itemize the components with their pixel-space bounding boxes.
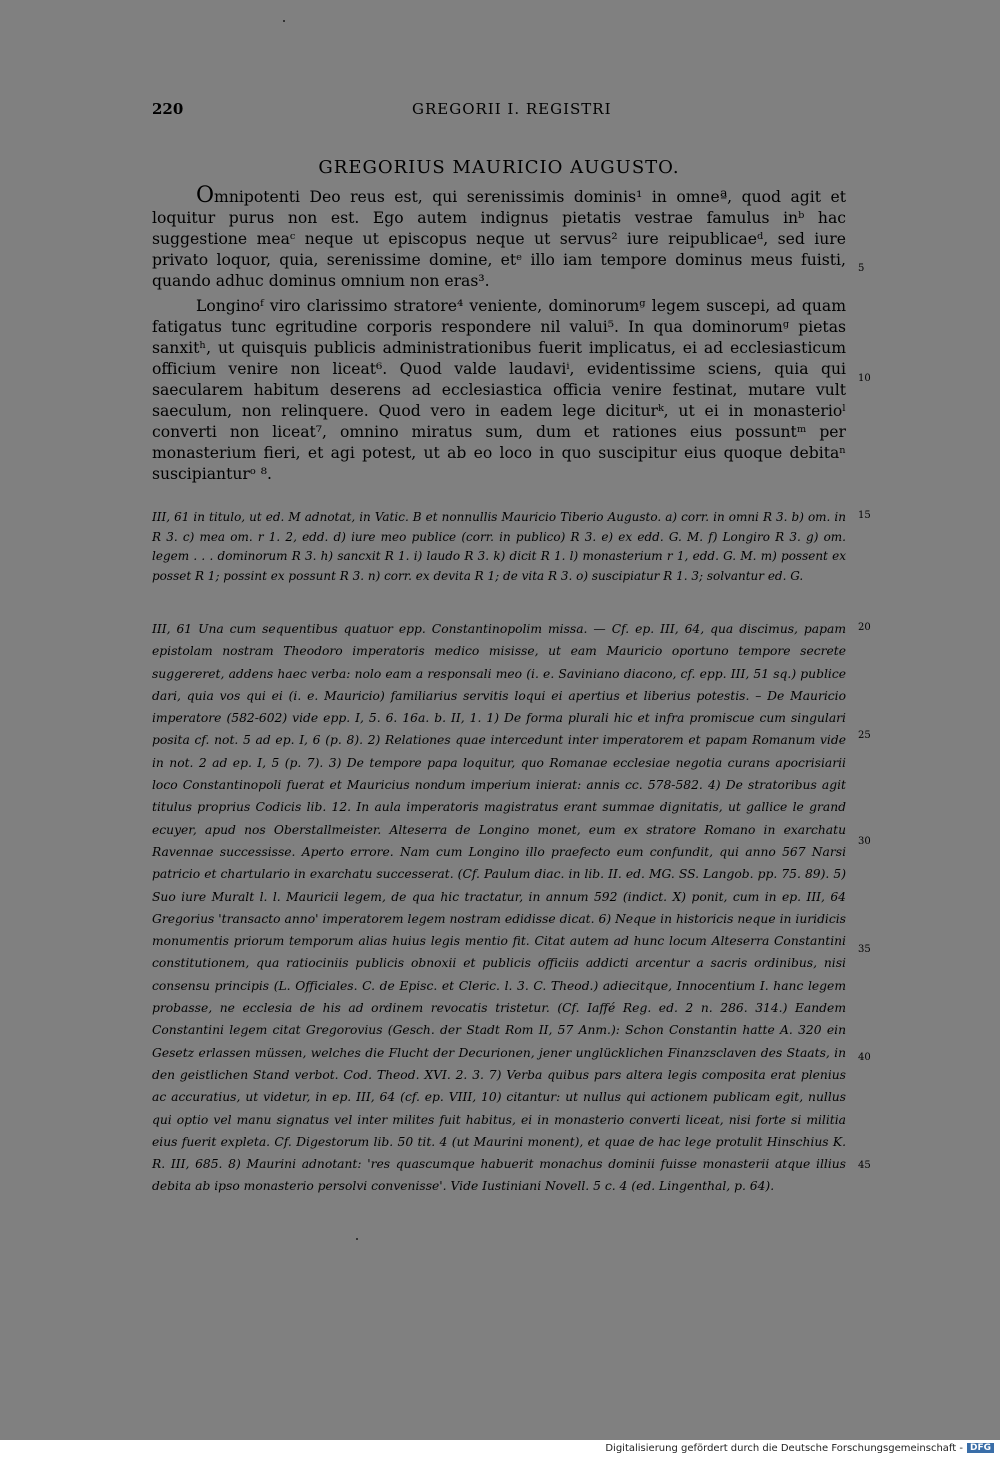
dfg-logo-icon: DFG <box>967 1443 994 1453</box>
line-number: 15 <box>858 510 871 521</box>
digitization-footer <box>0 1440 1000 1458</box>
page-number: 220 <box>152 100 184 118</box>
line-number: 45 <box>858 1160 871 1171</box>
drop-cap: O <box>196 183 215 208</box>
letter-body <box>152 185 846 489</box>
footer-credit: Digitalisierung gefördert durch die Deutsche Forschungsgemeinschaft - <box>605 1443 963 1454</box>
commentary-notes: III, 61 Una cum sequentibus quatuor epp. Constantinopolim missa. — Cf. ep. III, 64, qua discimus, papam epistolam nostram Theodoro imperatoris medico misisse, ut eam Mauricio oportuno tempore secrete suggereret, addens haec verba: nolo eam a responsali meo (i. e. Saviniano diacono, cf. epp. III, 51 sq.) publice dari, quia vos qui ei (i. e. Mauricio) familiarius servitis loqui ei apertius et liberius potestis. – De Mauricio imperatore (582-602) vide epp. I, 5. 6. 16a. b. II, 1. 1) De forma plurali hic et infra promiscue cum singulari posita cf. not. 5 ad ep. I, 6 (p. 8). 2) Relationes quae intercedunt inter imperatorem et papam Romanum vide in not. 2 ad ep. I, 5 (p. 7). 3) De tempore papa loquitur, quo Romanae ecclesiae negotia curans apocrisiarii loco Constantinopoli fuerat et Mauricius nondum imperium inierat: annis cc. 578-582. 4) De stratoribus agit titulus proprius Codicis lib. 12. In aula imperatoris magistratus erant summae dignitatis, ut gallice le grand ecuyer, apud nos Oberstallmeister. Alteserra de Longino monet, eum ex stratore Romano in exarchatu Ravennae successisse. Aperto errore. Nam cum Longino illo praefecto eum confundit, qui anno 567 Narsi patricio et chartulario in exarchatu successerat. (Cf. Paulum diac. in lib. II. ed. MG. SS. Langob. pp. 75. 89). 5) Suo iure Muralt l. l. Mauricii legem, de qua hic tractatur, in annum 592 (indict. X) ponit, cum in ep. III, 64 Gregorius 'transacto anno' imperatorem legem nostram edidisse dicat. 6) Neque in historicis neque in iuridicis monumentis priorum temporum alias huius legis mentio fit. Citat autem ad hunc locum Alteserra Constantini constitutionem, qua ratiociniis publicis obnoxii et publicis officiis addicti arcentur a sacris ordinibus, nisi consensu principis (L. Officiales. C. de Episc. et Cleric. l. 3. C. Theod.) adiecitque, Innocentium I. hanc legem probasse, ne ecclesia de his ad ordinem revocatis tristetur. (Cf. Iaffé Reg. ed. 2 n. 286. 314.) Eandem Constantini legem citat Gregorovius (Gesch. der Stadt Rom II, 57 Anm.): Schon Constantin hatte A. 320 ein Gesetz erlassen müssen, welches die Flucht der Decurionen, jener unglücklichen Finanzsclaven des Staats, in den geistlichen Stand verbot. Cod. Theod. XVI. 2. 3. 7) Verba quibus pars altera legis composita erat plenius ac accuratius, ut videtur, in ep. III, 64 (cf. ep. VIII, 10) citantur: ut nullus qui actionem publicam egit, nullus qui optio vel manu signatus vel inter milites fuit habitus, ei in monasterio converti liceat, nisi forte si militia eius fuerit expleta. Cf. Digestorum lib. 50 tit. 4 (ut Maurini monent), et quae de hac lege protulit Hinschius K. R. III, 685. 8) Maurini adnotant: 'res quascumque habuerit monachus dominii fuisse monasterii atque illius debita ab ipso monasterio persolvi convenisse'. Vide Iustiniani Novell. 5 c. 4 (ed. Lingenthal, p. 64). <box>152 622 846 1194</box>
paragraph-2: Longinoᶠ viro clarissimo stratore⁴ veniente, dominorumᵍ legem suscepi, ad quam fatigatus tunc egritudine corporis respondere nil valui⁵. In qua dominorumᵍ pietas sanxitʰ, ut quisquis publicis administrationibus fuerit implicatus, ei ad ecclesiasticum officium venire non liceat⁶. Quod valde laudaviⁱ, evidentissime sciens, quia qui saecularem habitum deserens ad ecclesiastica officia venire festinat, mutare vult saeculum, non relinquere. Quod vero in eadem lege diciturᵏ, ut ei in monasterioˡ converti non liceat⁷, omnino miratus sum, dum et rationes eius possuntᵐ per monasterium fieri, et agi potest, ut ab eo loco in quo suscipitur eius quoque debitaⁿ suscipianturᵒ ⁸. <box>152 297 846 483</box>
line-number: 30 <box>858 836 871 847</box>
paragraph-1-text: mnipotenti Deo reus est, qui serenissimis dominis¹ in omneª, quod agit et loquitur purus non est. Ego autem indignus pietatis vestrae famulus inᵇ hac suggestione meaᶜ neque ut episcopus neque ut servus² iure reipublicaeᵈ, sed iure privato loquor, quia, serenissime domine, etᵉ illo iam tempore dominus meus fuisti, quando adhuc dominus omnium non eras³. <box>152 188 846 290</box>
line-number: 40 <box>858 1052 871 1063</box>
scan-speck <box>356 1238 358 1240</box>
line-number: 10 <box>858 373 871 384</box>
paragraph-1 <box>152 185 846 292</box>
letter-title: GREGORIUS MAURICIO AUGUSTO. <box>318 157 680 178</box>
line-number: 5 <box>858 263 865 274</box>
line-number: 35 <box>858 944 871 955</box>
running-title: GREGORII I. REGISTRI <box>412 100 612 118</box>
line-number: 20 <box>858 622 871 633</box>
critical-apparatus: III, 61 in titulo, ut ed. M adnotat, in Vatic. B et nonnullis Mauricio Tiberio Augusto. a) corr. in omni R 3. b) om. in R 3. c) mea om. r 1. 2, edd. d) iure meo publice (corr. in publico) R 3. e) ex edd. G. M. f) Longiro R 3. g) om. legem . . . dominorum R 3. h) sancxit R 1. i) laudo R 3. k) dicit R 1. l) monasterium r 1, edd. G. M. m) possent ex posset R 1; possint ex possunt R 3. n) corr. ex devita R 1; de vita R 3. o) suscipiatur R 1. 3; solvantur ed. G. <box>152 510 846 583</box>
line-number: 25 <box>858 730 871 741</box>
scan-speck <box>283 20 285 22</box>
